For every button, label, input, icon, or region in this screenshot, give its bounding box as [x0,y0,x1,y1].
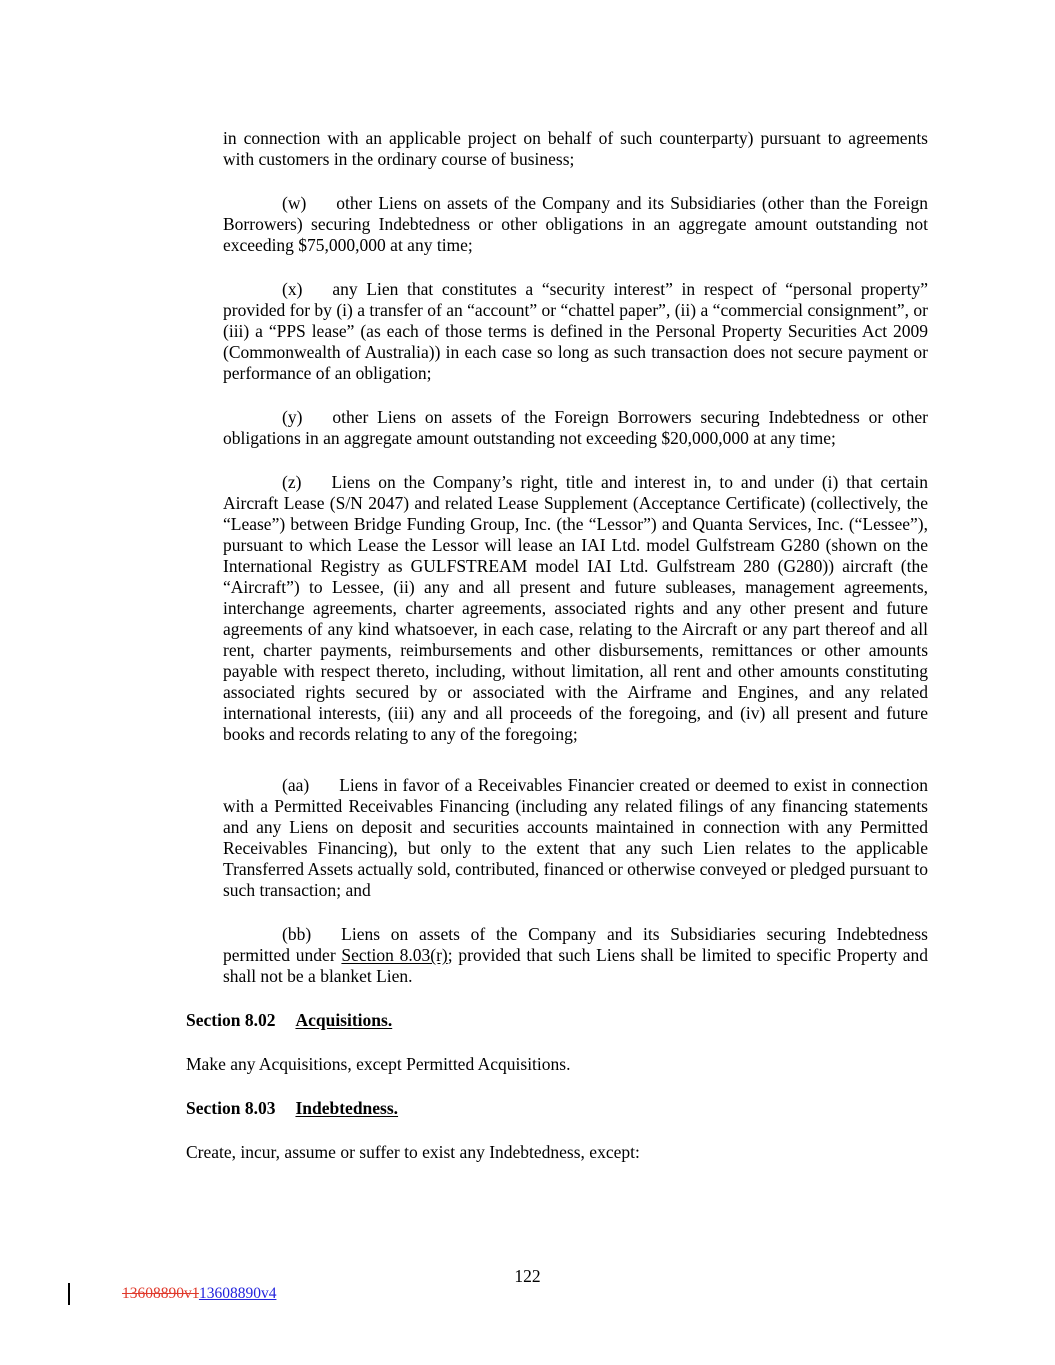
continuation-paragraph: in connection with an applicable project on behalf of such counterparty) pursuant to agreements with customers in the ordinary course of business; [223,128,928,169]
section-heading-8-02 [186,1010,928,1031]
clause-y [223,407,928,449]
clause-aa [223,775,928,901]
clause-text: other Liens on assets of the Foreign Borrowers securing Indebtedness or other obligations in an aggregate amount outstanding not exceeding $20,000,000 at any time; [223,407,928,448]
clause-w [223,193,928,256]
page-number: 122 [514,1266,541,1286]
document-id-footer [122,1284,276,1304]
section-number: Section 8.03 [186,1098,276,1118]
clause-z [223,472,928,745]
clause-text: Liens on assets of the Company and its Subsidiaries securing Indebtedness permitted under [223,924,928,965]
change-bar [68,1283,70,1305]
section-8-02-body: Make any Acquisitions, except Permitted Acquisitions. [186,1054,571,1074]
section-number: Section 8.02 [186,1010,276,1030]
section-title: Acquisitions. [295,1010,393,1030]
section-cross-reference: Section 8.03(r) [341,945,448,965]
document-body [186,128,928,1186]
section-title: Indebtedness. [295,1098,399,1118]
section-8-03-body: Create, incur, assume or suffer to exist any Indebtedness, except: [186,1142,640,1162]
clause-label: (z) [282,472,302,492]
inserted-document-id: 13608890v4 [198,1285,277,1302]
clause-text: Liens on the Company’s right, title and interest in, to and under (i) that certain Aircraft Lease (S/N 2047) and related Lease Supplement (Acceptance Certificate) (collectively, the “Lease”) between Bridge Funding Group, Inc. (the “Lessor”) and Quanta Services, Inc. (“Lessee”), pursuant to which Lease the Lessor will lease an IAI Ltd. model Gulfstream G280 (shown on the International Registry as GULFSTREAM model IAI Ltd. Gulfstream 280 (G280)) aircraft (the “Aircraft”) to Lessee, (ii) any and all present and future subleases, management agreements, interchange agreements, charter agreements, associated rights and any other present and future agreements of any kind whatsoever, in each case, relating to the Aircraft or any part thereof and all rent, charter payments, reimbursements and other disbursements, remittances or other amounts payable with respect thereto, including, without limitation, all rent and other amounts constituting associated rights secured by or associated with the Airframe and Engines, and any related international interests, (iii) any and all proceeds of the foregoing, and (iv) all present and future books and records relating to any of the foregoing; [223,472,928,744]
clause-text: ; provided that such Liens shall be limited to specific Property and shall not be a blanket Lien. [223,945,928,986]
clause-label: (y) [282,407,303,427]
clause-label: (x) [282,279,303,299]
section-heading-8-03 [186,1098,928,1119]
clause-label: (w) [282,193,307,213]
clause-text: other Liens on assets of the Company and its Subsidiaries (other than the Foreign Borrowers) securing Indebtedness or other obligations in an aggregate amount outstanding not exceeding $75,000,000 at any time; [223,193,928,255]
clause-bb [223,924,928,987]
clause-text: Liens in favor of a Receivables Financier created or deemed to exist in connection with a Permitted Receivables Financing (including any related filings of any financing statements and any Liens on deposit and securities accounts maintained in connection with any Permitted Receivables Financing), but only to the extent that any such Lien relates to the applicable Transferred Assets actually sold, contributed, financed or otherwise conveyed or pledged pursuant to such transaction; and [223,775,928,900]
clause-x [223,279,928,384]
clause-label: (aa) [282,775,310,795]
deleted-document-id: 13608890v1 [122,1285,199,1302]
clause-label: (bb) [282,924,312,944]
clause-text: any Lien that constitutes a “security interest” in respect of “personal property” provided for by (i) a transfer of an “account” or “chattel paper”, (ii) a “commercial consignment”, or (iii) a “PPS lease” (as each of those terms is defined in the Personal Property Securities Act 2009 (Commonwealth of Australia)) in each case so long as such transaction does not secure payment or performance of an obligation; [223,279,928,383]
